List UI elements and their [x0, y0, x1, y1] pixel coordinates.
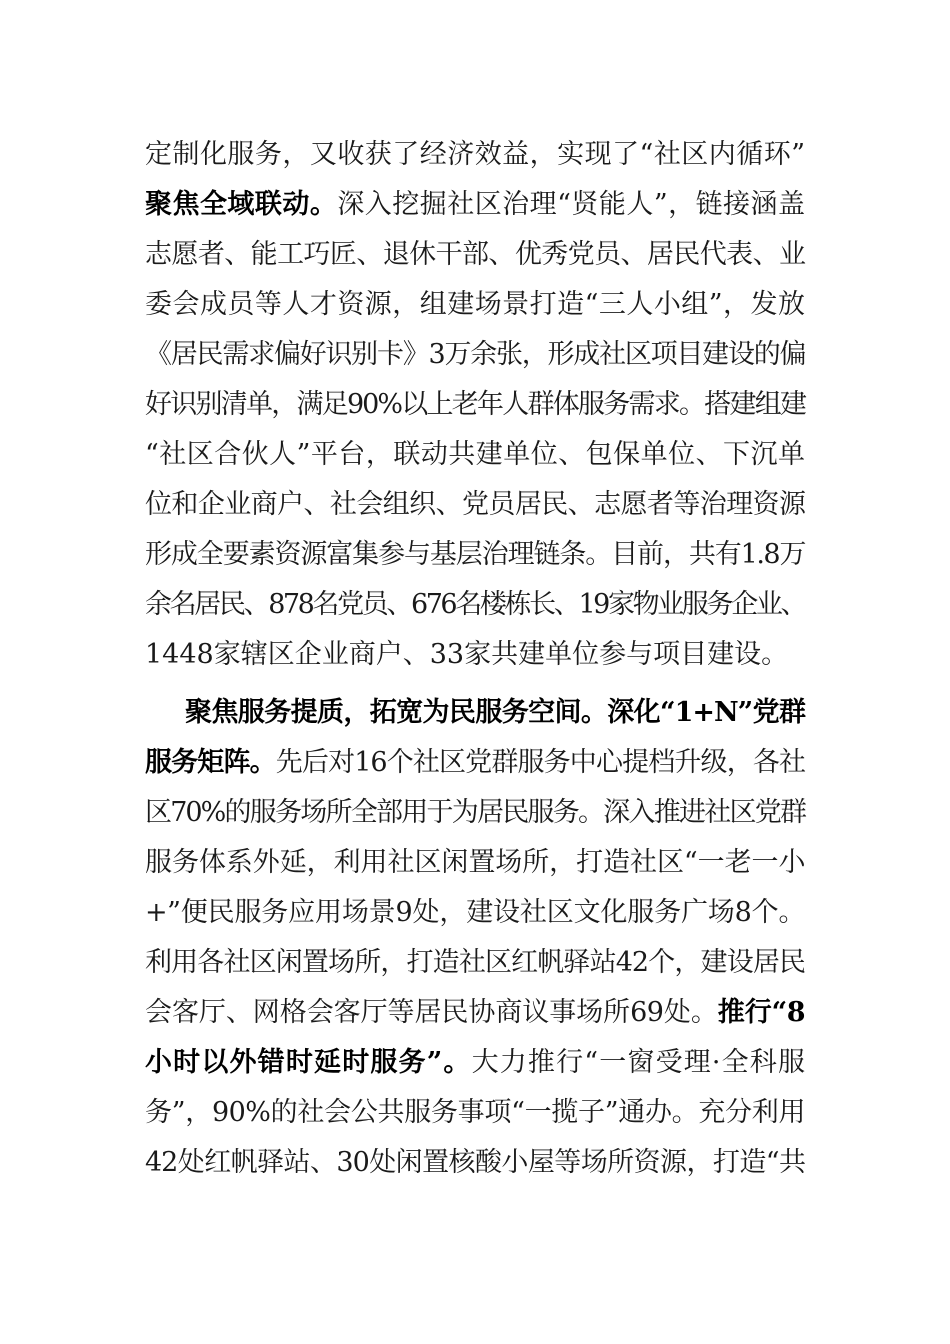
line-text: 位和企业商户、社会组织、党员居民、志愿者等治理资源	[145, 489, 805, 520]
bold-heading: 小时以外错时延时服务”。	[145, 1047, 472, 1078]
line-text: 委会成员等人才资源，组建场景打造“三人小组”，发放	[145, 289, 805, 320]
text-line	[145, 385, 805, 425]
bold-heading: 推行“8	[717, 997, 805, 1028]
text-line	[145, 435, 805, 475]
text-line	[145, 743, 805, 783]
line-text: 利用各社区闲置场所，打造社区红帆驿站42个，建设居民	[145, 947, 805, 978]
text-line	[145, 843, 805, 883]
line-text: 会客厅、网格会客厅等居民协商议事场所69处。	[145, 997, 718, 1028]
text-line	[145, 135, 805, 175]
line-text: 深入挖掘社区治理“贤能人”，链接涵盖	[337, 189, 806, 220]
line-text: 形成全要素资源富集参与基层治理链条。目前，共有1.8万	[145, 539, 805, 570]
line-text: 1448家辖区企业商户、33家共建单位参与项目建设。	[145, 639, 789, 670]
text-line	[145, 535, 805, 575]
line-text: “社区合伙人”平台，联动共建单位、包保单位、下沉单	[145, 439, 805, 470]
text-line	[145, 185, 805, 225]
text-line	[145, 893, 805, 933]
bold-heading: 聚焦服务提质，拓宽为民服务空间。深化“1+N”党群	[185, 697, 805, 728]
line-text: 区70%的服务场所全部用于为居民服务。深入推进社区党群	[145, 797, 805, 828]
text-line	[145, 485, 805, 525]
line-text: 志愿者、能工巧匠、退休干部、优秀党员、居民代表、业	[145, 239, 805, 270]
line-text: 务”，90%的社会公共服务事项“一揽子”通办。充分利用	[145, 1097, 805, 1128]
text-line	[145, 993, 805, 1033]
line-text: 定制化服务，又收获了经济效益，实现了“社区内循环”	[145, 139, 805, 170]
text-line	[185, 693, 805, 733]
line-text: +”便民服务应用场景9处，建设社区文化服务广场8个。	[145, 897, 805, 928]
text-line	[145, 585, 805, 625]
text-line	[145, 285, 805, 325]
text-line	[145, 1143, 805, 1183]
line-text: 大力推行“一窗受理·全科服	[471, 1047, 806, 1078]
text-line	[145, 1043, 805, 1083]
text-line	[145, 943, 805, 983]
bold-heading: 聚焦全域联动。	[145, 189, 338, 220]
line-text: 《居民需求偏好识别卡》3万余张，形成社区项目建设的偏	[145, 339, 805, 370]
line-text: 好识别清单，满足90%以上老年人群体服务需求。搭建组建	[145, 389, 805, 420]
line-text: 服务体系外延，利用社区闲置场所，打造社区“一老一小	[145, 847, 805, 878]
line-text: 42处红帆驿站、30处闲置核酸小屋等场所资源，打造“共	[145, 1147, 805, 1178]
bold-heading: 服务矩阵。	[145, 747, 276, 778]
text-line	[145, 635, 805, 675]
text-line	[145, 793, 805, 833]
text-line	[145, 235, 805, 275]
line-text: 余名居民、878名党员、676名楼栋长、19家物业服务企业、	[145, 589, 805, 620]
line-text: 先后对16个社区党群服务中心提档升级，各社	[275, 747, 806, 778]
text-line	[145, 335, 805, 375]
text-line	[145, 1093, 805, 1133]
